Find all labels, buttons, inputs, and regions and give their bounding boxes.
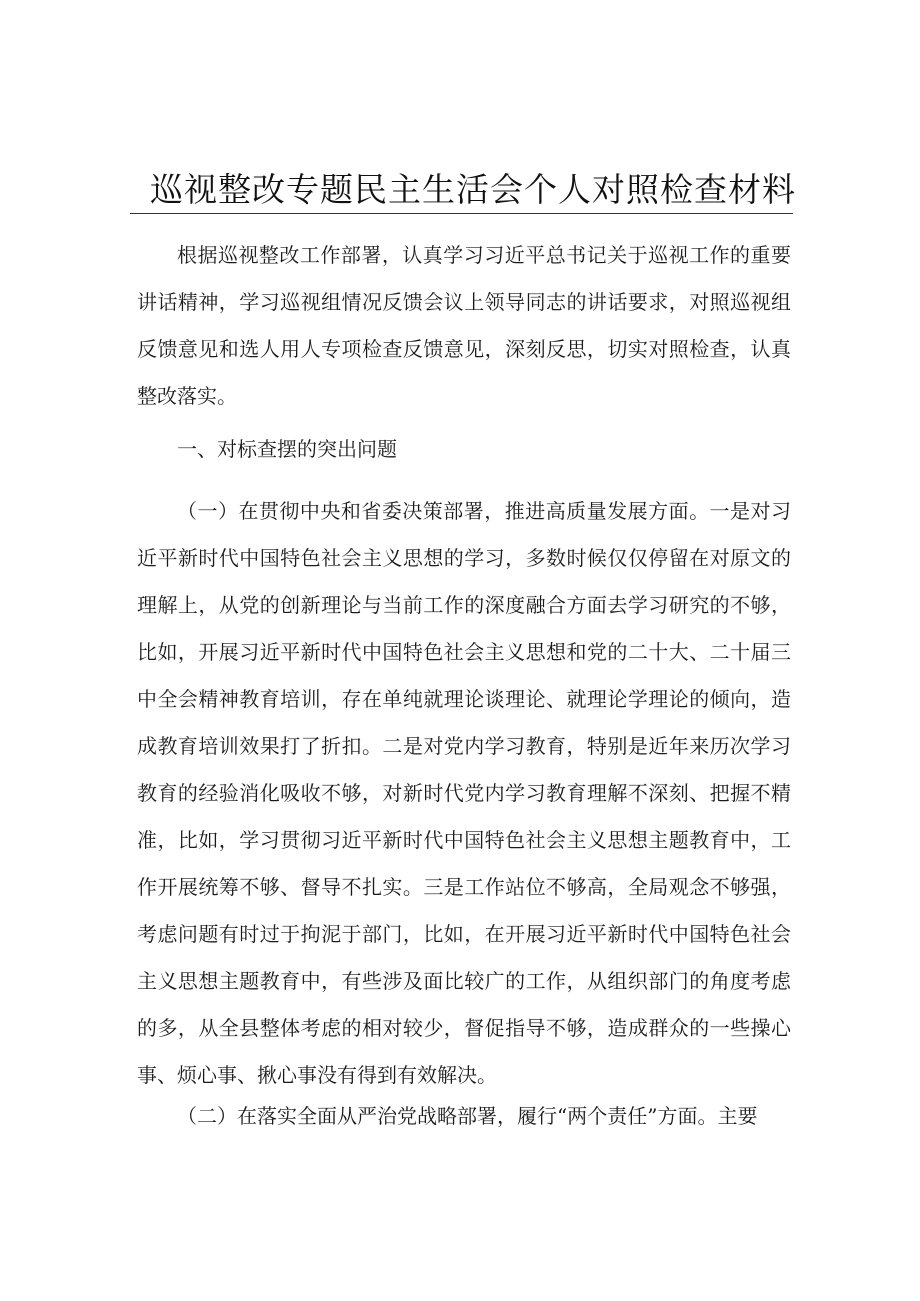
section-heading: 一、对标查摆的突出问题 (177, 437, 397, 461)
intro-paragraph: 根据巡视整改工作部署，认真学习习近平总书记关于巡视工作的重要讲话精神，学习巡视组情况反馈会议上领导同志的讲话要求，对照巡视组反馈意见和选人用人专项检查反馈意见，深刻反思，切实对照检查，认真整改落实。 (137, 243, 791, 408)
section-paragraph-1: （一）在贯彻中央和省委决策部署，推进高质量发展方面。一是对习近平新时代中国特色社会主义思想的学习，多数时候仅仅停留在对原文的理解上，从党的创新理论与当前工作的深度融合方面去学习研究的不够，比如，开展习近平新时代中国特色社会主义思想和党的二十大、二十届三中全会精神教育培训，存在单纯就理论谈理论、就理论学理论的倾向，造成教育培训效果打了折扣。二是对党内学习教育，特别是近年来历次学习教育的经验消化吸收不够，对新时代党内学习教育理解不深刻、把握不精准，比如，学习贯彻习近平新时代中国特色社会主义思想主题教育中，工作开展统筹不够、督导不扎实。三是工作站位不够高，全局观念不够强，考虑问题有时过于拘泥于部门，比如，在开展习近平新时代中国特色社会主义思想主题教育中，有些涉及面比较广的工作，从组织部门的角度考虑的多，从全县整体考虑的相对较少，督促指导不够，造成群众的一些操心事、烦心事、揪心事没有得到有效解决。 (137, 499, 791, 1087)
section-paragraph-2: （二）在落实全面从严治党战略部署，履行“两个责任”方面。主要 (177, 1104, 758, 1128)
title-underline (130, 213, 793, 214)
document-title: 巡视整改专题民主生活会个人对照检查材料 (150, 170, 796, 209)
